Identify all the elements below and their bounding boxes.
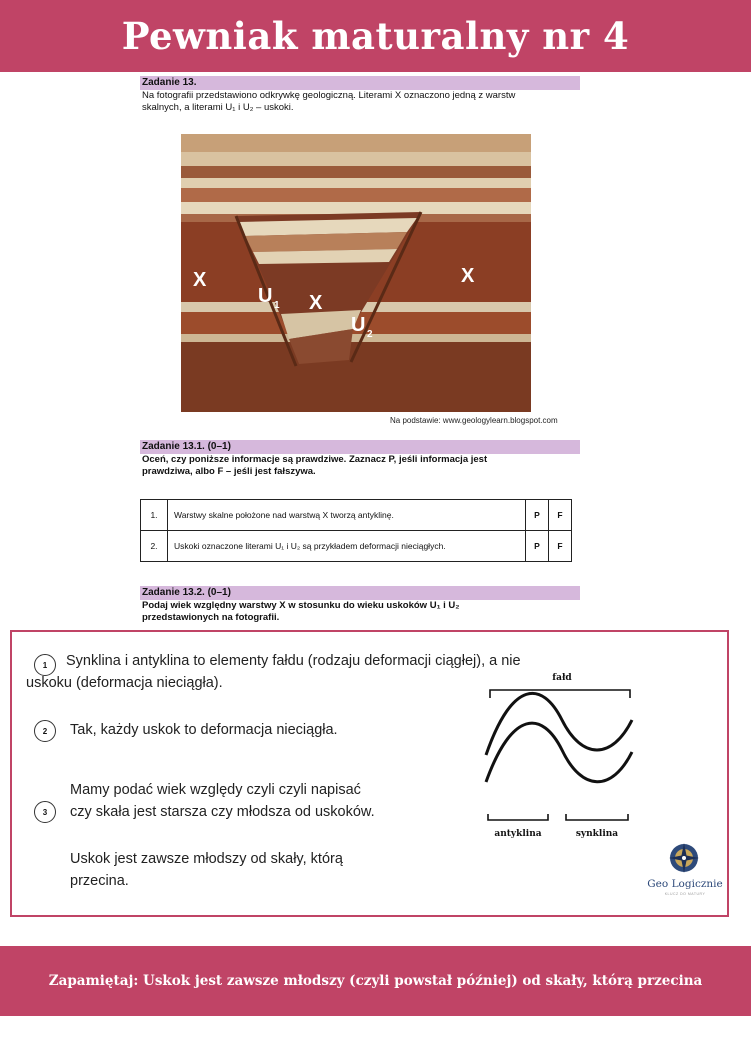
true-false-table: [140, 499, 572, 562]
photo-label-u1: U: [258, 285, 273, 307]
answer-1-line2: uskoku (deformacja nieciągła).: [26, 675, 223, 691]
anticline-label: antyklina: [494, 829, 542, 839]
photo-label-u2-sub: 2: [367, 329, 373, 340]
photo-label-u2: U: [351, 314, 366, 336]
row-number: 1.: [141, 500, 168, 531]
geologicznie-logo: [642, 842, 728, 912]
answer-3-line3: Uskok jest zawsze młodszy od skały, którą: [70, 851, 343, 867]
task-13-text-line1: Na fotografii przedstawiono odkrywkę geologiczną. Literami X oznaczono jedną z warstw: [142, 90, 516, 101]
photo-label-x-right: X: [461, 265, 475, 287]
answer-3-line2: czy skała jest starsza czy młodsza od uskoków.: [70, 804, 375, 820]
table-row: [141, 500, 572, 531]
answer-number-2: 2: [34, 720, 56, 742]
row-statement: Warstwy skalne położone nad warstwą X tworzą antyklinę.: [168, 500, 526, 531]
answer-3-line1: Mamy podać wiek względy czyli czyli napisać: [70, 782, 361, 798]
task-13-2-title: Zadanie 13.2. (0–1): [140, 586, 580, 600]
logo-tagline: KLUCZ DO MATURY: [664, 892, 706, 896]
answer-p[interactable]: P: [526, 531, 549, 562]
task-13-2-line2: przedstawionych na fotografii.: [142, 612, 280, 623]
task-13-1: [140, 440, 580, 478]
table-row: [141, 531, 572, 562]
footer-banner: [0, 946, 751, 1016]
geology-photo: [181, 134, 531, 412]
task-13: [140, 76, 580, 114]
task-13-2: [140, 586, 580, 624]
photo-label-u1-sub: 1: [274, 300, 280, 311]
footer-text: Zapamiętaj: Uskok jest zawsze młodszy (czyli powstał później) od skały, którą przecina: [48, 973, 703, 989]
photo-label-x-left: X: [193, 269, 207, 291]
task-13-2-line1: Podaj wiek względny warstwy X w stosunku do wieku uskoków U₁ i U₂: [142, 600, 460, 611]
page-title: Pewniak maturalny nr 4: [121, 14, 630, 58]
task-13-1-line2: prawdziwa, albo F – jeśli jest fałszywa.: [142, 466, 316, 477]
answers-box: [10, 630, 729, 917]
compass-icon: [668, 842, 700, 874]
task-13-1-title: Zadanie 13.1. (0–1): [140, 440, 580, 454]
task-13-1-line1: Oceń, czy poniższe informacje są prawdziwe. Zaznacz P, jeśli informacja jest: [142, 454, 488, 465]
logo-name-1: Geo: [647, 878, 669, 890]
answer-number-1: 1: [34, 654, 56, 676]
answer-p[interactable]: P: [526, 500, 549, 531]
header-banner: [0, 0, 751, 72]
fold-label: fałd: [552, 673, 572, 683]
row-statement: Uskoki oznaczone literami U₁ i U₂ są przykładem deformacji nieciągłych.: [168, 531, 526, 562]
answer-f[interactable]: F: [549, 500, 572, 531]
answer-3-line4: przecina.: [70, 873, 129, 889]
task-13-text-line2: skalnych, a literami U₁ i U₂ – uskoki.: [142, 102, 294, 113]
logo-name-2: Logicznie: [671, 878, 723, 890]
answer-1-line1: Synklina i antyklina to elementy fałdu (rodzaju deformacji ciągłej), a nie: [66, 653, 521, 669]
fold-diagram: [482, 670, 642, 845]
photo-credit: Na podstawie: www.geologylearn.blogspot.com: [390, 416, 558, 425]
photo-label-x-middle: X: [309, 292, 323, 314]
answer-f[interactable]: F: [549, 531, 572, 562]
task-13-title: Zadanie 13.: [140, 76, 580, 90]
answer-2-line1: Tak, każdy uskok to deformacja nieciągła.: [70, 722, 338, 738]
row-number: 2.: [141, 531, 168, 562]
answer-number-3: 3: [34, 801, 56, 823]
syncline-label: synklina: [575, 829, 619, 839]
